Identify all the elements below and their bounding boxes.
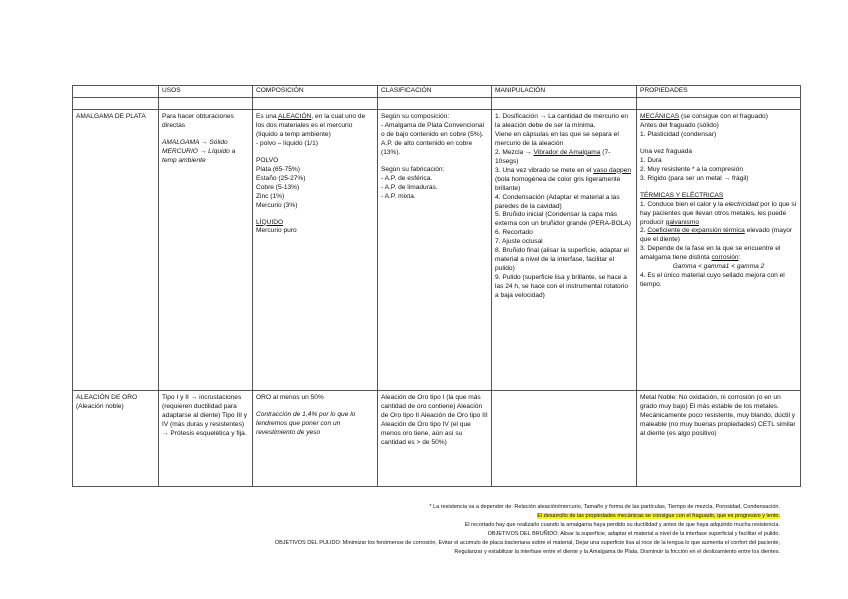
composicion-line: Contracción de 1,4% por lo que lo tendremos que poner con un revestimiento de yeso: [256, 410, 356, 436]
prop-line: 3. Rígido (para ser un metal → frágil): [640, 174, 749, 182]
manip-step: 8. Bruñido final (alisar la superficie, adaptar el material a nivel de la interfase, facilitar el pulido): [495, 247, 629, 273]
cell-clasificacion: [378, 110, 492, 391]
prop-line: 2. Coeficiente de expansión térmica elevado (mayor que el diente): [640, 227, 793, 244]
manip-step: 9. Pulido (superficie lisa y brillante, se hace a las 24 h, se hace con el instrumental rotatorio a baja velocidad): [495, 274, 629, 300]
prop-line: 1. Dura: [640, 156, 662, 164]
polvo-item: Plata (65-75%): [256, 165, 300, 173]
footnote: Regularizar y estabilizar la interfase entre el diente y la Amalgama de Plata, Disminuir la fricción en el deslizamiento entre los dientes.: [454, 548, 780, 555]
polvo-item: Zinc (1%): [256, 192, 285, 200]
manip-step: Viene en cápsulas en las que se separa el mercurio de la aleación: [495, 130, 619, 147]
clasif-text: Aleación de Oro tipo I (la que más cantidad de oro contiene) Aleación de Oro tipo II Aleación de Oro tipo III Aleación de Oro tipo IV (el que menos oro tiene, aún así su cantidad es > de 50%): [381, 394, 488, 446]
polvo-item: Mercurio (3%): [256, 201, 298, 209]
clasif-fab-title: Según su fabricación:: [381, 165, 445, 173]
manip-step: 6. Recortado: [495, 229, 533, 237]
table-row-oro: [73, 391, 801, 487]
cell-composicion: [253, 110, 378, 391]
prop-line: 1. Conduce bien el calor y la electricidad por lo que si hay pacientes que llevan otros metales, les puede producir galvanismo: [640, 200, 797, 226]
header-usos: USOS: [159, 86, 253, 98]
clasif-comp-item: - Amalgama de Plata Convencional o de bajo contenido en cobre (5%).: [381, 121, 484, 138]
manip-step: 4. Condensación (Adaptar el material a las paredes de la cavidad): [495, 193, 620, 210]
prop-line: 1. Plasticidad (condensar): [640, 130, 717, 138]
header-clasificacion: CLASIFICACIÓN: [378, 86, 492, 98]
usos-amalgama: AMALGAMA → Sólido: [162, 138, 228, 146]
prop-line: 3. Depende de la fase en la que se encuentre el amalgama tiene distinta corrosión:: [640, 245, 781, 262]
footnote-highlighted: El desarrollo de las propiedades mecánicas se consigue con el fraguado, que es progresivo y lento.: [537, 512, 780, 519]
cell-usos: [159, 391, 253, 487]
cell-manipulacion: [492, 110, 637, 391]
usos-line: Para hacer obturaciones directas: [162, 113, 234, 129]
polvo-item: Cobre (5-13%): [256, 183, 300, 191]
footnote: El recortado hay que realizarlo cuando la amalgama haya perdido su ductilidad y antes de que haya adquirido mucha resistencia.: [464, 521, 780, 528]
usos-mercurio: MERCURIO → Líquido a temp ambiente: [162, 147, 236, 164]
prop-line: 2. Muy resistente * a la compresión: [640, 165, 743, 173]
prop-text: Metal Noble: No oxidación, ni corrosión (o en un grado muy bajo) El más estable de los metales. Mecánicamente poco resistente, muy blando, dúctil y maleable (no muy buenas propiedades) CETL similar al diente (es algo positivo): [640, 394, 796, 437]
usos-text: Tipo I y II → incrustaciones (requieren ductilidad para adaptarse al diente) Tipo III y IV (más duras y resistentes) → Prótesis esquelética y fija.: [162, 394, 248, 437]
manip-step: 3. Una vez vibrado se mete en el vaso dappen (bola homogénea de color gris ligeramente brillante): [495, 166, 631, 192]
cell-manipulacion: [492, 391, 637, 487]
material-name: AMALGAMA DE PLATA: [76, 113, 146, 120]
liquido-item: Mercurio puro: [256, 227, 297, 235]
clasif-fab-item: - A.P. de limaduras.: [381, 183, 438, 191]
polvo-item: Estaño (25-27%): [256, 174, 306, 182]
composicion-intro: Es una ALEACIÓN, en la cual uno de los dos materiales es el mercurio (líquido a temp ambiente): [256, 113, 366, 138]
cell-propiedades: [637, 110, 801, 391]
footnote: OBJETIVOS DEL PULIDO: Minimizar los fenómenos de corrosión, Evitar el acumulo de placa bacteriana sobre el material, Dejar una superficie lisa al roce de la lengua lo que aumenta el confort del paciente,: [274, 539, 780, 546]
table-header-row: [73, 86, 801, 98]
clasif-comp-item: A.P. de alto contenido en cobre (13%).: [381, 139, 473, 156]
clasif-comp-title: Según su composición:: [381, 113, 450, 120]
clasif-fab-item: - A.P. de esférica.: [381, 174, 433, 182]
header-composicion: COMPOSICIÓN: [253, 86, 378, 98]
footnotes: [80, 503, 780, 556]
footnote: OBJETIVOS DEL BRUÑIDO: Alisar la superficie, adaptar el material a nivel de la interfase superficial y facilitar el pulido.: [487, 530, 780, 537]
footnote: * La resistencia va a depender de: Relación aleación/mercurio, Tamaño y forma de las partículas, Tiempo de mezcla, Porosidad, Condensación.: [429, 504, 780, 510]
cell-composicion: [253, 391, 378, 487]
manip-step: 5. Bruñido inicial (Condensar la capa más externa con un bruñidor grande (PERA-BOLA): [495, 211, 631, 228]
cell-usos: [159, 110, 253, 391]
manip-step: 1. Dosificación → La cantidad de mercurio en la aleación debe de ser la mínima.: [495, 113, 629, 129]
polvo-liquido: - polvo – líquido (1/1): [256, 139, 318, 147]
liquido-title: LÍQUIDO: [256, 218, 284, 226]
material-name: ALEACIÓN DE ORO (Aleación noble): [76, 394, 138, 410]
polvo-title: POLVO: [256, 156, 279, 164]
header-propiedades: PROPIEDADES: [637, 86, 801, 98]
cell-material: [73, 110, 159, 391]
composicion-line: ORO al menos un 50%: [256, 394, 324, 401]
prop-gamma: Gamma < gamma1 < gamma 2: [672, 263, 765, 271]
cell-material: [73, 391, 159, 487]
header-manipulacion: MANIPULACIÓN: [492, 86, 637, 98]
cell-clasificacion: [378, 391, 492, 487]
table-row-amalgama: [73, 110, 801, 391]
prop-line: 4. Es el único material cuyo sellado mejora con el tiempo.: [640, 272, 785, 289]
manip-step: 2. Mezcla → Vibrador de Amalgama (7-10segs): [495, 148, 611, 165]
clasif-fab-item: - A.P. mixta.: [381, 192, 416, 200]
prop-line: Antes del fraguado (sólido): [640, 121, 719, 129]
prop-termicas-title: TÉRMICAS Y ELÉCTRICAS: [640, 191, 724, 199]
prop-line: Una vez fraguada: [640, 147, 693, 155]
manip-step: 7. Ajuste oclusal: [495, 238, 543, 246]
comparison-table: [72, 85, 801, 487]
prop-mecanicas: MECÁNICAS (se consigue con el fraguado): [640, 113, 768, 120]
cell-propiedades: [637, 391, 801, 487]
header-empty: [73, 86, 159, 98]
spacer-row: [73, 98, 801, 110]
